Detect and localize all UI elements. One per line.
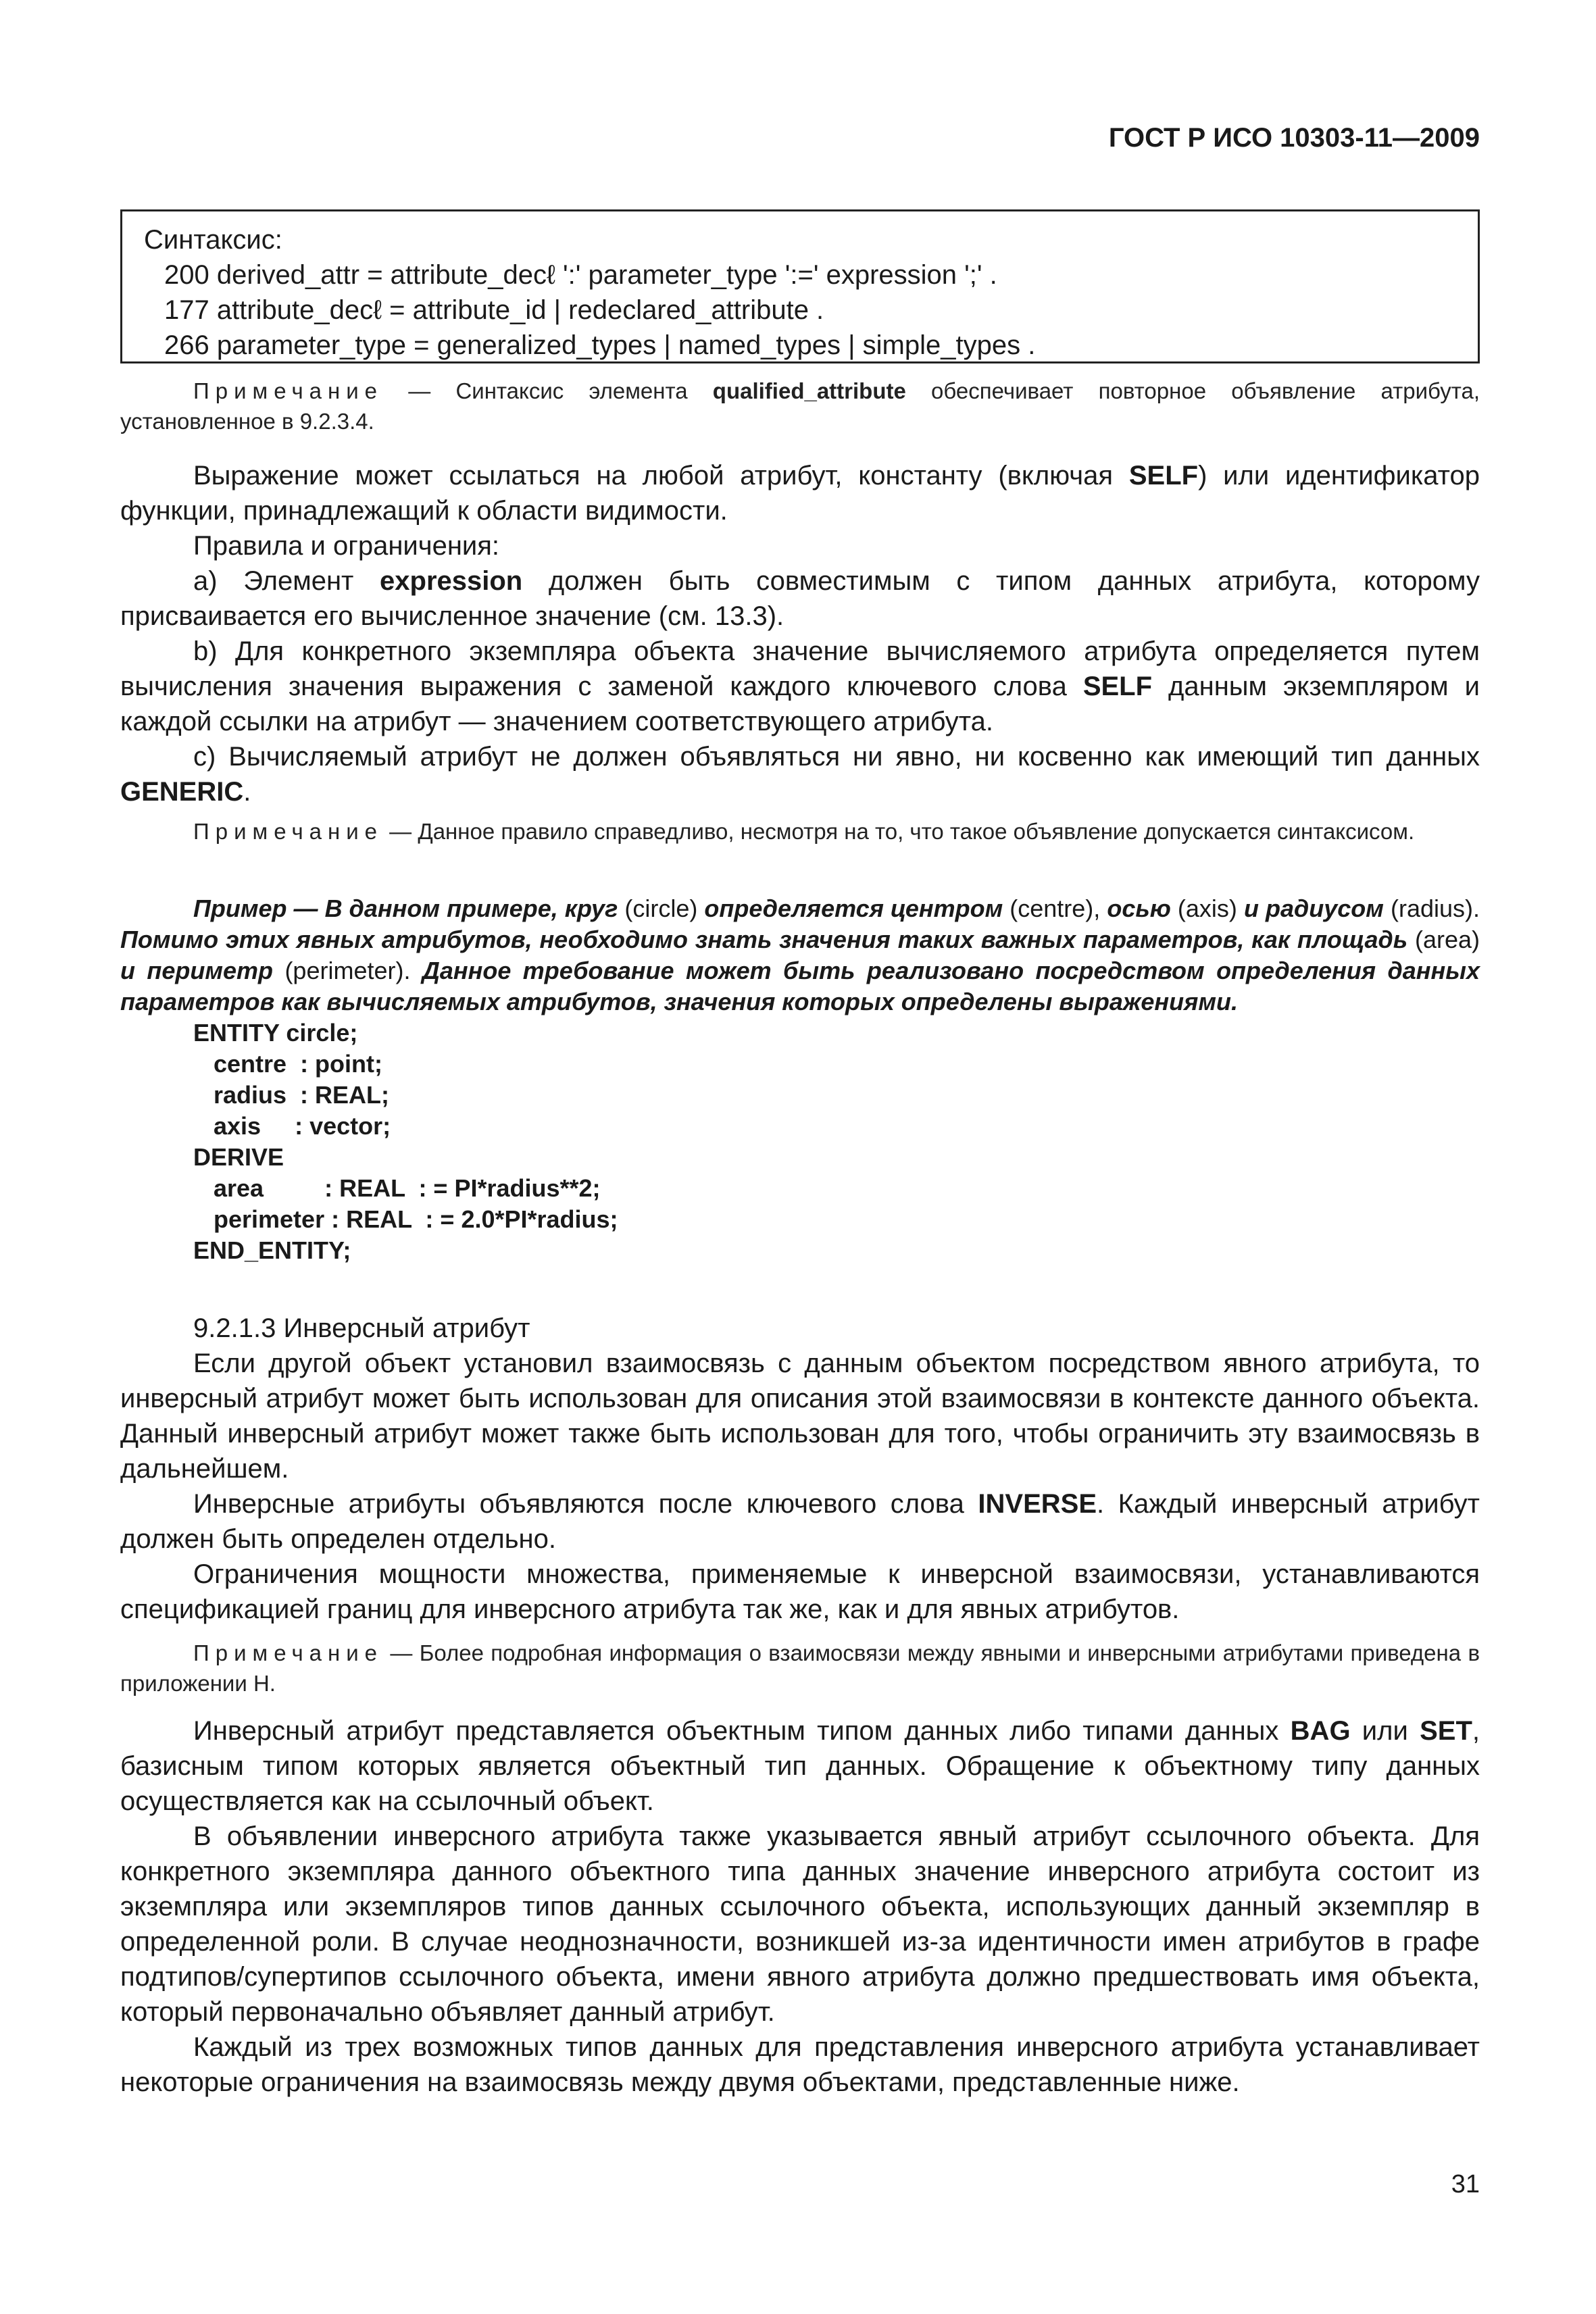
rules-heading: Правила и ограничения:	[193, 531, 500, 561]
code-line: area : REAL : = PI*radius**2;	[193, 1174, 601, 1202]
paragraph-inverse-types: Инверсный атрибут представляется объектным типом данных либо типами данных BAG или SET, базисным типом которых является объектный тип данных. Обращение к объектному типу данных осуществляется как на ссылочный объект.	[120, 1716, 1480, 1816]
syntax-box	[120, 209, 1480, 363]
body-inverse-representation	[120, 1713, 1480, 2100]
syntax-line-200: 200 derived_attr = attribute_decℓ ':' parameter_type ':=' expression ';' .	[164, 260, 997, 290]
example-block	[120, 893, 1480, 1266]
code-line: centre : point;	[193, 1050, 383, 1078]
code-line: ENTITY circle;	[193, 1019, 358, 1047]
body-rules	[120, 458, 1480, 809]
paragraph-inverse-keyword: Инверсные атрибуты объявляются после ключевого слова INVERSE. Каждый инверсный атрибут должен быть определен отдельно.	[120, 1489, 1480, 1554]
paragraph-expression-reference: Выражение может ссылаться на любой атрибут, константу (включая SELF) или идентификатор функции, принадлежащий к области видимости.	[120, 461, 1480, 526]
note-label: Примечание	[193, 378, 384, 403]
rule-a: a) Элемент expression должен быть совместимым с типом данных атрибута, которому присваивается его вычисленное значение (см. 13.3).	[120, 566, 1480, 631]
keyword-self: SELF	[1128, 461, 1199, 491]
keyword-set: SET	[1420, 1716, 1472, 1746]
keyword-bag: BAG	[1290, 1716, 1351, 1746]
code-listing	[120, 1017, 1480, 1266]
paragraph-inverse-definition: Если другой объект установил взаимосвязь с данным объектом посредством явного атрибута, то инверсный атрибут может быть использован для описания этой взаимосвязи в контексте данного объекта. Данный инверсный атрибут может также быть использован для того, чтобы ограничить эту взаимосвязь в дальнейшем.	[120, 1349, 1480, 1484]
syntax-line-266: 266 parameter_type = generalized_types | named_types | simple_types .	[164, 330, 1036, 360]
standard-header: ГОСТ Р ИСО 10303-11—2009	[1108, 123, 1480, 153]
section-inverse	[120, 1311, 1480, 1627]
section-heading: 9.2.1.3 Инверсный атрибут	[193, 1313, 530, 1343]
example-text: Пример — В данном примере, круг (circle) определяется центром (centre), осью (axis) и радиусом (radius). Помимо этих явных атрибутов, необходимо знать значения таких важных параметров, как площадь (area) и периметр (perimeter). Данное требование может быть реализовано посредством определения данных параметров как вычисляемых атрибутов, значения которых определены выражениями.	[120, 895, 1480, 1015]
syntax-title: Синтаксис:	[144, 225, 282, 255]
code-line: axis : vector;	[193, 1112, 391, 1140]
paragraph-cardinality: Ограничения мощности множества, применяемые к инверсной взаимосвязи, устанавливаются спецификацией границ для инверсного атрибута так же, как и для явных атрибутов.	[120, 1559, 1480, 1624]
keyword-generic: GENERIC	[120, 777, 244, 807]
note-label: Примечание	[193, 1640, 384, 1665]
paragraph-inverse-constraints: Каждый из трех возможных типов данных для представления инверсного атрибута устанавливает некоторые ограничения на взаимосвязь между двумя объектами, представленные ниже.	[120, 2032, 1480, 2097]
code-line: perimeter : REAL : = 2.0*PI*radius;	[193, 1205, 618, 1233]
note-rule-validity: Примечание — Данное правило справедливо, несмотря на то, что такое объявление допускается синтаксисом.	[193, 819, 1415, 844]
code-line: END_ENTITY;	[193, 1236, 351, 1264]
note-inverse-info: Примечание — Более подробная информация о взаимосвязи между явными и инверсными атрибутами приведена в приложении H.	[120, 1640, 1480, 1696]
paragraph-inverse-declaration: В объявлении инверсного атрибута также указывается явный атрибут ссылочного объекта. Для конкретного экземпляра данного объектного типа данных значение инверсного атрибута состоит из экземпляра или экземпляров типов данных ссылочного объекта, использующих данный экземпляр в определенной роли. В случае неоднозначности, возникшей из-за идентичности имен атрибутов в графе подтипов/супертипов ссылочного объекта, имени явного атрибута должно предшествовать имя объекта, который первоначально объявляет данный атрибут.	[120, 1821, 1480, 2027]
code-line: radius : REAL;	[193, 1081, 390, 1109]
rule-c: c) Вычисляемый атрибут не должен объявляться ни явно, ни косвенно как имеющий тип данных GENERIC.	[120, 742, 1480, 807]
keyword-inverse: INVERSE	[978, 1489, 1097, 1519]
code-line: DERIVE	[193, 1143, 284, 1171]
rule-b: b) Для конкретного экземпляра объекта значение вычисляемого атрибута определяется путем вычисления значения выражения с заменой каждого ключевого слова SELF данным экземпляром и каждой ссылки на атрибут — значением соответствующего атрибута.	[120, 636, 1480, 736]
keyword-expression: expression	[380, 566, 523, 596]
keyword-self: SELF	[1082, 672, 1153, 701]
page-number: 31	[1451, 2170, 1480, 2198]
note-qualified-attribute: Примечание — Синтаксис элемента qualified_attribute обеспечивает повторное объявление атрибута, установленное в 9.2.3.4.	[120, 378, 1480, 434]
syntax-line-177: 177 attribute_decℓ = attribute_id | redeclared_attribute .	[164, 295, 824, 325]
note-label: Примечание	[193, 819, 384, 844]
keyword-qualified-attribute: qualified_attribute	[712, 378, 906, 403]
